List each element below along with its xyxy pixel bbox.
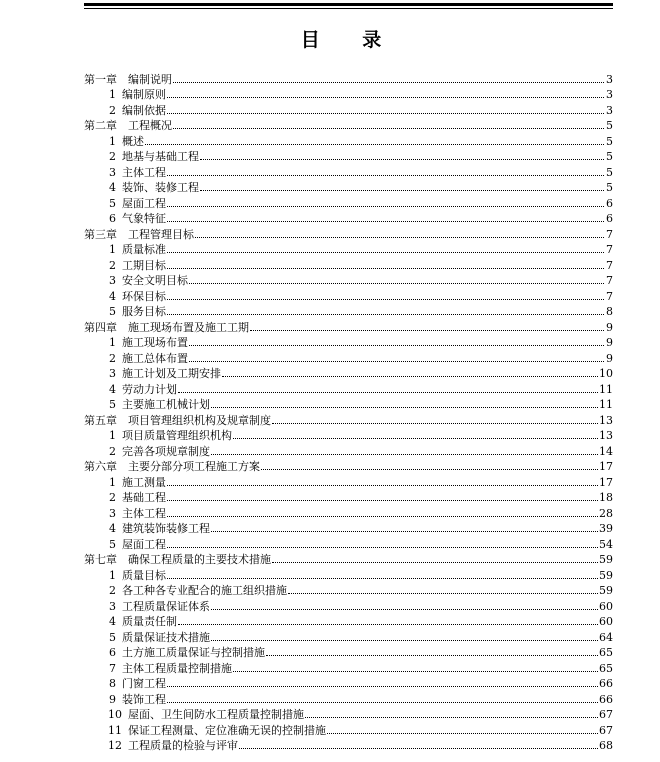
- toc-entry-title: 工程质量保证体系: [122, 599, 210, 613]
- toc-entry-number: 2: [109, 351, 116, 365]
- toc-page-number: 3: [606, 88, 613, 101]
- toc-entry-title: 施工总体布置: [122, 351, 188, 365]
- toc-dot-leader: [288, 593, 598, 594]
- toc-entry-number: 4: [109, 522, 116, 535]
- toc-page-number: 5: [606, 119, 613, 132]
- toc-page-number: 5: [606, 134, 613, 148]
- toc-page-number: 7: [606, 289, 613, 303]
- toc-entry-number: 6: [109, 212, 116, 225]
- toc-entry-label: [84, 228, 194, 241]
- toc-section-entry[interactable]: [84, 334, 613, 350]
- toc-section-entry[interactable]: [84, 194, 613, 210]
- toc-page-number: 59: [599, 553, 613, 566]
- toc-entry-title: 装饰、装修工程: [122, 181, 199, 194]
- toc-entry-label: [84, 414, 271, 427]
- toc-entry-title: 施工测量: [122, 475, 166, 489]
- toc-entry-title: 质量标准: [122, 243, 166, 256]
- toc-entry-number: 1: [109, 243, 116, 256]
- toc-entry-title: 施工现场布置及施工工期: [128, 320, 249, 334]
- toc-entry-title: 项目管理组织机构及规章制度: [128, 413, 271, 427]
- toc-page-number: 59: [599, 568, 613, 582]
- toc-entry-label: [84, 693, 166, 706]
- toc-dot-leader: [211, 640, 598, 641]
- toc-entry-number: 2: [109, 444, 116, 458]
- toc-entry-label: [84, 569, 166, 582]
- toc-dot-leader: [189, 361, 604, 362]
- toc-section-entry[interactable]: [84, 241, 613, 257]
- toc-entry-title: 完善各项规章制度: [122, 444, 210, 458]
- toc-entry-label: [84, 631, 210, 644]
- toc-page-number: 5: [606, 165, 613, 179]
- toc-entry-title: 装饰工程: [122, 692, 166, 706]
- toc-dot-leader: [178, 624, 598, 625]
- toc-dot-leader: [167, 500, 598, 501]
- toc-dot-leader: [167, 113, 604, 114]
- toc-page-number: 9: [606, 336, 613, 349]
- toc-dot-leader: [211, 609, 598, 610]
- toc-entry-title: 主体工程: [122, 506, 166, 520]
- toc-dot-leader: [222, 376, 598, 377]
- toc-entry-number: 1: [109, 568, 116, 582]
- toc-entry-title: 主要分部分项工程施工方案: [128, 460, 260, 473]
- toc-section-entry[interactable]: [84, 737, 613, 753]
- toc-section-entry[interactable]: [84, 520, 613, 536]
- toc-entry-label: [84, 600, 210, 613]
- toc-entry-number: 4: [109, 615, 116, 628]
- toc-page-number: 13: [599, 429, 613, 442]
- toc-entry-number: 5: [109, 196, 116, 210]
- toc-dot-leader: [167, 268, 604, 269]
- toc-page-number: 9: [606, 320, 613, 334]
- toc-entry-number: 3: [109, 506, 116, 520]
- toc-section-entry[interactable]: [84, 597, 613, 613]
- toc-dot-leader: [211, 531, 598, 532]
- toc-entry-label: [84, 553, 271, 566]
- toc-entry-title: 门窗工程: [122, 677, 166, 690]
- toc-entry-label: [84, 259, 166, 272]
- toc-entry-number: 1: [109, 336, 116, 349]
- toc-chapter-entry[interactable]: [84, 70, 613, 86]
- toc-entry-title: 编制说明: [128, 72, 172, 86]
- toc-page-number: 17: [599, 460, 613, 473]
- toc-dot-leader: [167, 299, 604, 300]
- toc-entry-title: 各工种各专业配合的施工组织措施: [122, 584, 287, 597]
- toc-entry-title: 服务目标: [122, 305, 166, 318]
- toc-page-number: 5: [606, 181, 613, 194]
- toc-section-entry[interactable]: [84, 210, 613, 226]
- toc-page-number: 10: [599, 367, 613, 380]
- toc-entry-label: [84, 739, 238, 752]
- toc-page-number: 68: [599, 739, 613, 752]
- toc-dot-leader: [167, 578, 598, 579]
- toc-chapter-entry[interactable]: [84, 318, 613, 334]
- toc-page-number: 13: [599, 413, 613, 427]
- toc-dot-leader: [167, 686, 598, 687]
- toc-entry-label: [84, 584, 287, 597]
- toc-entry-label: [84, 352, 188, 365]
- toc-section-entry[interactable]: [84, 659, 613, 675]
- toc-page-number: 7: [606, 258, 613, 272]
- toc-dot-leader: [167, 702, 598, 703]
- toc-page-number: 67: [599, 708, 613, 721]
- toc-entry-label: [84, 104, 166, 117]
- toc-entry-label: [84, 135, 144, 148]
- toc-page-number: 59: [599, 584, 613, 597]
- toc-page-number: 7: [606, 227, 613, 241]
- toc-section-entry[interactable]: [84, 582, 613, 598]
- toc-entry-label: [84, 662, 232, 675]
- toc-entry-label: [84, 150, 199, 163]
- toc-entry-label: [84, 724, 326, 737]
- toc-page-number: 64: [599, 630, 613, 644]
- toc-section-entry[interactable]: [84, 132, 613, 148]
- toc-section-entry[interactable]: [84, 396, 613, 412]
- toc-section-entry[interactable]: [84, 427, 613, 443]
- toc-entry-title: 屋面工程: [122, 196, 166, 210]
- header-rule-thick: [84, 3, 613, 6]
- toc-page-number: 7: [606, 274, 613, 287]
- toc-entry-number: 第五章: [84, 413, 117, 427]
- toc-entry-title: 建筑装饰装修工程: [122, 522, 210, 535]
- toc-section-entry[interactable]: [84, 272, 613, 288]
- toc-entry-title: 概述: [122, 134, 144, 148]
- toc-entry-number: 8: [109, 677, 116, 690]
- toc-section-entry[interactable]: [84, 380, 613, 396]
- toc-entry-label: [84, 305, 166, 318]
- toc-entry-number: 1: [109, 88, 116, 101]
- toc-entry-title: 保证工程测量、定位准确无误的控制措施: [128, 723, 326, 737]
- toc-page-number: 9: [606, 351, 613, 365]
- toc-entry-title: 工程管理目标: [128, 227, 194, 241]
- toc-section-entry[interactable]: [84, 675, 613, 691]
- toc-page-number: 6: [606, 196, 613, 210]
- toc-entry-label: [84, 445, 210, 458]
- toc-dot-leader: [195, 237, 604, 238]
- toc-entry-title: 基础工程: [122, 491, 166, 504]
- toc-page-number: 28: [599, 506, 613, 520]
- toc-entry-number: 第六章: [84, 460, 117, 473]
- toc-section-entry[interactable]: [84, 442, 613, 458]
- toc-chapter-entry[interactable]: [84, 458, 613, 474]
- toc-dot-leader: [173, 82, 604, 83]
- toc-entry-title: 工程质量的检验与评审: [128, 739, 238, 752]
- page-title: 目 录: [300, 29, 400, 51]
- toc-page-number: 65: [599, 646, 613, 659]
- toc-entry-title: 气象特征: [122, 212, 166, 225]
- toc-entry-label: [84, 119, 172, 132]
- toc-page-number: 8: [606, 305, 613, 318]
- toc-page-number: 65: [599, 661, 613, 675]
- toc-section-entry[interactable]: [84, 148, 613, 164]
- toc-entry-title: 屋面工程: [122, 537, 166, 551]
- toc-entry-label: [84, 166, 166, 179]
- toc-entry-number: 5: [109, 537, 116, 551]
- toc-dot-leader: [189, 283, 604, 284]
- toc-entry-title: 环保目标: [122, 289, 166, 303]
- toc-section-entry[interactable]: [84, 349, 613, 365]
- toc-page-number: 5: [606, 150, 613, 163]
- toc-chapter-entry[interactable]: [84, 411, 613, 427]
- toc-dot-leader: [167, 485, 598, 486]
- toc-page-number: 66: [599, 692, 613, 706]
- toc-dot-leader: [167, 547, 598, 548]
- toc-entry-label: [84, 367, 221, 380]
- toc-dot-leader: [305, 717, 598, 718]
- toc-entry-number: 6: [109, 646, 116, 659]
- toc-section-entry[interactable]: [84, 287, 613, 303]
- toc-entry-label: [84, 507, 166, 520]
- toc-entry-number: 4: [109, 382, 116, 396]
- toc-section-entry[interactable]: [84, 644, 613, 660]
- toc-entry-label: [84, 491, 166, 504]
- toc-entry-number: 2: [109, 491, 116, 504]
- toc-entry-label: [84, 290, 166, 303]
- toc-dot-leader: [178, 392, 598, 393]
- toc-entry-label: [84, 243, 166, 256]
- toc-dot-leader: [261, 469, 598, 470]
- toc-entry-label: [84, 708, 304, 721]
- toc-entry-label: [84, 522, 210, 535]
- toc-section-entry[interactable]: [84, 628, 613, 644]
- toc-page-number: 67: [599, 723, 613, 737]
- toc-entry-number: 1: [109, 429, 116, 442]
- toc-page-number: 14: [599, 444, 613, 458]
- toc-entry-label: [84, 646, 265, 659]
- toc-entry-label: [84, 181, 199, 194]
- toc-dot-leader: [200, 159, 604, 160]
- toc-section-entry[interactable]: [84, 303, 613, 319]
- toc-section-entry[interactable]: [84, 256, 613, 272]
- toc-page-number: 11: [599, 382, 613, 396]
- toc-page-number: 6: [606, 212, 613, 225]
- toc-dot-leader: [167, 252, 604, 253]
- toc-entry-number: 1: [109, 475, 116, 489]
- toc-entry-number: 第二章: [84, 119, 117, 132]
- toc-entry-number: 5: [109, 305, 116, 318]
- toc-entry-number: 第一章: [84, 72, 117, 86]
- toc-entry-label: [84, 429, 232, 442]
- toc-entry-label: [84, 212, 166, 225]
- toc-dot-leader: [233, 671, 598, 672]
- toc-entry-label: [84, 476, 166, 489]
- toc-entry-title: 地基与基础工程: [122, 150, 199, 163]
- toc-section-entry[interactable]: [84, 721, 613, 737]
- toc-entry-number: 2: [109, 103, 116, 117]
- toc-entry-title: 质量保证技术措施: [122, 630, 210, 644]
- toc-page-number: 17: [599, 475, 613, 489]
- toc-entry-label: [84, 274, 188, 287]
- toc-entry-title: 施工计划及工期安排: [122, 367, 221, 380]
- toc-entry-title: 工程概况: [128, 119, 172, 132]
- toc-entry-number: 12: [108, 739, 122, 752]
- toc-entry-title: 确保工程质量的主要技术措施: [128, 553, 271, 566]
- toc-entry-number: 7: [109, 661, 116, 675]
- toc-page-number: 66: [599, 677, 613, 690]
- toc-dot-leader: [266, 655, 598, 656]
- toc-entry-number: 5: [109, 630, 116, 644]
- toc-page-number: 54: [599, 537, 613, 551]
- toc-entry-title: 屋面、卫生间防水工程质量控制措施: [128, 708, 304, 721]
- toc-entry-number: 10: [108, 708, 122, 721]
- toc-dot-leader: [327, 733, 598, 734]
- toc-entry-label: [84, 460, 260, 473]
- toc-entry-number: 2: [109, 584, 116, 597]
- toc-section-entry[interactable]: [84, 365, 613, 381]
- toc-entry-number: 2: [109, 150, 116, 163]
- toc-entry-number: 第七章: [84, 553, 117, 566]
- toc-entry-number: 3: [109, 165, 116, 179]
- toc-entry-label: [84, 677, 166, 690]
- toc-section-entry[interactable]: [84, 535, 613, 551]
- toc-entry-number: 3: [109, 599, 116, 613]
- toc-entry-label: [84, 538, 166, 551]
- toc-section-entry[interactable]: [84, 690, 613, 706]
- toc-section-entry[interactable]: [84, 489, 613, 505]
- toc-section-entry[interactable]: [84, 86, 613, 102]
- toc-entry-label: [84, 383, 177, 396]
- toc-section-entry[interactable]: [84, 163, 613, 179]
- toc-chapter-entry[interactable]: [84, 551, 613, 567]
- toc-entry-number: 4: [109, 289, 116, 303]
- toc-page-number: 3: [606, 72, 613, 86]
- toc-entry-label: [84, 73, 172, 86]
- toc-entry-title: 编制依据: [122, 103, 166, 117]
- toc-dot-leader: [167, 516, 598, 517]
- toc-dot-leader: [167, 221, 604, 222]
- toc-entry-title: 主要施工机械计划: [122, 398, 210, 411]
- toc-entry-title: 工期目标: [122, 258, 166, 272]
- toc-dot-leader: [200, 190, 604, 191]
- toc-page-number: 7: [606, 243, 613, 256]
- toc-dot-leader: [239, 748, 598, 749]
- toc-entry-title: 项目质量管理组织机构: [122, 429, 232, 442]
- toc-page-number: 60: [599, 599, 613, 613]
- toc-entry-title: 劳动力计划: [122, 382, 177, 396]
- toc-entry-number: 3: [109, 367, 116, 380]
- toc-dot-leader: [167, 175, 604, 176]
- toc-dot-leader: [145, 144, 604, 145]
- toc-entry-number: 11: [108, 723, 122, 737]
- toc-chapter-entry[interactable]: [84, 117, 613, 133]
- toc-dot-leader: [272, 423, 598, 424]
- toc-entry-title: 安全文明目标: [122, 274, 188, 287]
- toc-page-number: 39: [599, 522, 613, 535]
- toc-section-entry[interactable]: [84, 613, 613, 629]
- toc-entry-label: [84, 615, 177, 628]
- toc-entry-label: [84, 321, 249, 334]
- toc-page-number: 60: [599, 615, 613, 628]
- toc-dot-leader: [250, 330, 604, 331]
- toc-entry-label: [84, 398, 210, 411]
- toc-section-entry[interactable]: [84, 473, 613, 489]
- toc-section-entry[interactable]: [84, 706, 613, 722]
- toc-entry-label: [84, 88, 166, 101]
- toc-entry-title: 质量责任制: [122, 615, 177, 628]
- toc-section-entry[interactable]: [84, 504, 613, 520]
- toc-dot-leader: [167, 206, 604, 207]
- toc-entry-number: 9: [109, 692, 116, 706]
- table-of-contents: [84, 70, 613, 752]
- toc-dot-leader: [167, 314, 604, 315]
- toc-entry-title: 土方施工质量保证与控制措施: [122, 646, 265, 659]
- toc-dot-leader: [211, 454, 598, 455]
- toc-entry-label: [84, 336, 188, 349]
- toc-entry-number: 第四章: [84, 320, 117, 334]
- toc-dot-leader: [167, 97, 604, 98]
- header-rule-thin: [84, 8, 613, 9]
- toc-entry-number: 3: [109, 274, 116, 287]
- toc-entry-title: 主体工程: [122, 165, 166, 179]
- toc-page-number: 11: [599, 398, 613, 411]
- toc-entry-number: 2: [109, 258, 116, 272]
- toc-entry-title: 编制原则: [122, 88, 166, 101]
- toc-entry-title: 施工现场布置: [122, 336, 188, 349]
- toc-entry-number: 4: [109, 181, 116, 194]
- toc-entry-title: 质量目标: [122, 568, 166, 582]
- toc-page-number: 18: [599, 491, 613, 504]
- toc-section-entry[interactable]: [84, 101, 613, 117]
- toc-section-entry[interactable]: [84, 179, 613, 195]
- toc-entry-number: 1: [109, 134, 116, 148]
- toc-chapter-entry[interactable]: [84, 225, 613, 241]
- toc-entry-label: [84, 197, 166, 210]
- toc-dot-leader: [233, 438, 598, 439]
- toc-dot-leader: [173, 128, 604, 129]
- toc-entry-number: 5: [109, 398, 116, 411]
- toc-entry-number: 第三章: [84, 227, 117, 241]
- toc-page-number: 3: [606, 103, 613, 117]
- toc-section-entry[interactable]: [84, 566, 613, 582]
- toc-dot-leader: [189, 345, 604, 346]
- toc-dot-leader: [272, 562, 598, 563]
- toc-dot-leader: [211, 407, 598, 408]
- toc-entry-title: 主体工程质量控制措施: [122, 661, 232, 675]
